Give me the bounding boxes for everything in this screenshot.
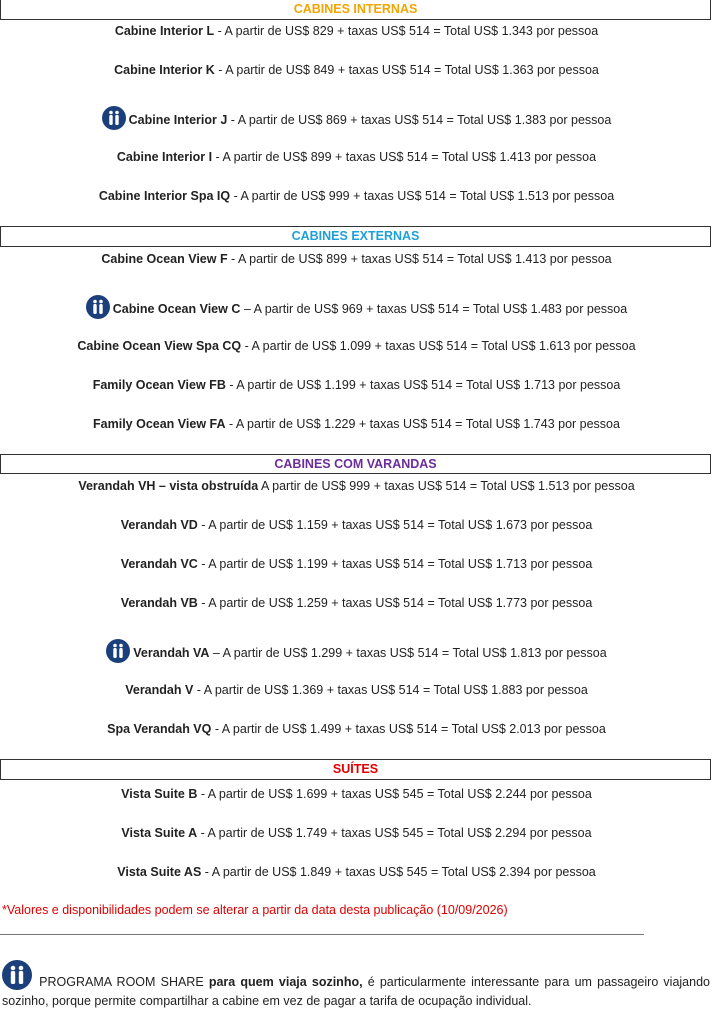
cabin-price: - A partir de US$ 1.849 + taxas US$ 545 = Total US$ 2.394 por pessoa	[201, 865, 596, 879]
cabin-price: - A partir de US$ 1.369 + taxas US$ 514 = Total US$ 1.883 por pessoa	[193, 683, 588, 697]
cabin-price: - A partir de US$ 899 + taxas US$ 514 = Total US$ 1.413 por pessoa	[212, 150, 597, 164]
section-header-internas: CABINES INTERNAS	[0, 0, 711, 20]
cabin-price: – A partir de US$ 1.299 + taxas US$ 514 = Total US$ 1.813 por pessoa	[209, 646, 607, 660]
cabin-price: - A partir de US$ 1.199 + taxas US$ 514 = Total US$ 1.713 por pessoa	[225, 378, 621, 392]
cabin-row	[0, 377, 713, 393]
cabin-name: Cabine Interior J	[128, 113, 228, 127]
cabin-name: Verandah VH – vista obstruída	[78, 479, 259, 493]
cabin-row	[0, 62, 713, 78]
cabin-row	[0, 478, 713, 494]
cabin-name: Cabine Ocean View C	[112, 302, 241, 316]
people-icon	[2, 960, 32, 990]
cabin-row	[0, 416, 713, 432]
cabin-name: Family Ocean View FA	[93, 417, 226, 431]
room-share-icon	[106, 639, 130, 663]
cabin-name: Vista Suite B	[121, 787, 198, 801]
cabin-row	[0, 338, 713, 354]
disclaimer-notice: *Valores e disponibilidades podem se alterar a partir da data desta publicação (10/09/2026)	[2, 903, 508, 917]
cabin-name: Cabine Ocean View Spa CQ	[77, 339, 242, 353]
cabin-row	[0, 188, 713, 204]
cabin-name: Verandah VD	[120, 518, 198, 532]
cabin-price: - A partir de US$ 1.229 + taxas US$ 514 = Total US$ 1.743 por pessoa	[225, 417, 620, 431]
cabin-name: Cabine Interior K	[114, 63, 215, 77]
cabin-price: - A partir de US$ 999 + taxas US$ 514 = Total US$ 1.513 por pessoa	[230, 189, 615, 203]
cabin-name: Cabine Interior Spa IQ	[98, 189, 231, 203]
cabin-row	[0, 786, 713, 802]
cabin-price: - A partir de US$ 869 + taxas US$ 514 = Total US$ 1.383 por pessoa	[227, 113, 612, 127]
room-share-icon	[86, 295, 110, 319]
cabin-name: Cabine Ocean View F	[101, 252, 228, 266]
cabin-price: - A partir de US$ 1.699 + taxas US$ 545 = Total US$ 2.244 por pessoa	[197, 787, 592, 801]
room-share-paragraph	[2, 960, 710, 1011]
cabin-price: - A partir de US$ 1.259 + taxas US$ 514 = Total US$ 1.773 por pessoa	[197, 596, 593, 610]
cabin-name: Verandah V	[125, 683, 194, 697]
cabin-price: A partir de US$ 999 + taxas US$ 514 = Total US$ 1.513 por pessoa	[258, 479, 635, 493]
cabin-price: - A partir de US$ 1.159 + taxas US$ 514 = Total US$ 1.673 por pessoa	[197, 518, 593, 532]
cabin-price: - A partir de US$ 899 + taxas US$ 514 = Total US$ 1.413 por pessoa	[227, 252, 612, 266]
cabin-price: - A partir de US$ 1.749 + taxas US$ 545 = Total US$ 2.294 por pessoa	[197, 826, 592, 840]
cabin-name: Cabine Interior I	[116, 150, 213, 164]
cabin-row	[0, 517, 713, 533]
cabin-price: - A partir de US$ 1.099 + taxas US$ 514 = Total US$ 1.613 por pessoa	[241, 339, 636, 353]
cabin-name: Spa Verandah VQ	[107, 722, 212, 736]
share-rest: é particularmente interessante para um passageiro viajando sozinho, porque permite compartilhar a cabine em vez de pagar a tarifa de ocupação individual.	[2, 975, 710, 1008]
cabin-row	[0, 825, 713, 841]
section-header-suites: SUÍTES	[0, 759, 711, 780]
cabin-name: Family Ocean View FB	[92, 378, 226, 392]
cabin-price: - A partir de US$ 849 + taxas US$ 514 = Total US$ 1.363 por pessoa	[214, 63, 599, 77]
cabin-row	[0, 295, 713, 319]
cabin-name: Verandah VB	[120, 596, 198, 610]
cabin-row	[0, 639, 713, 663]
cabin-row	[0, 106, 713, 130]
cabin-price: – A partir de US$ 969 + taxas US$ 514 = Total US$ 1.483 por pessoa	[240, 302, 628, 316]
cabin-row	[0, 251, 713, 267]
section-header-externas: CABINES EXTERNAS	[0, 226, 711, 247]
cabin-price: - A partir de US$ 1.199 + taxas US$ 514 = Total US$ 1.713 por pessoa	[197, 557, 593, 571]
cabin-row	[0, 595, 713, 611]
share-bold: para quem viaja sozinho,	[208, 975, 363, 989]
section-header-varandas: CABINES COM VARANDAS	[0, 454, 711, 474]
room-share-icon	[102, 106, 126, 130]
cabin-row	[0, 721, 713, 737]
cabin-name: Verandah VA	[133, 646, 210, 660]
cabin-row	[0, 149, 713, 165]
cabin-price: - A partir de US$ 829 + taxas US$ 514 = Total US$ 1.343 por pessoa	[214, 24, 599, 38]
cabin-name: Vista Suite AS	[117, 865, 202, 879]
cabin-row	[0, 556, 713, 572]
cabin-name: Verandah VC	[120, 557, 198, 571]
cabin-row	[0, 682, 713, 698]
divider	[0, 934, 644, 935]
cabin-price: - A partir de US$ 1.499 + taxas US$ 514 = Total US$ 2.013 por pessoa	[211, 722, 606, 736]
cabin-row	[0, 864, 713, 880]
cabin-name: Cabine Interior L	[114, 24, 215, 38]
share-lead: PROGRAMA ROOM SHARE	[34, 975, 209, 989]
cabin-row	[0, 23, 713, 39]
cabin-name: Vista Suite A	[121, 826, 198, 840]
